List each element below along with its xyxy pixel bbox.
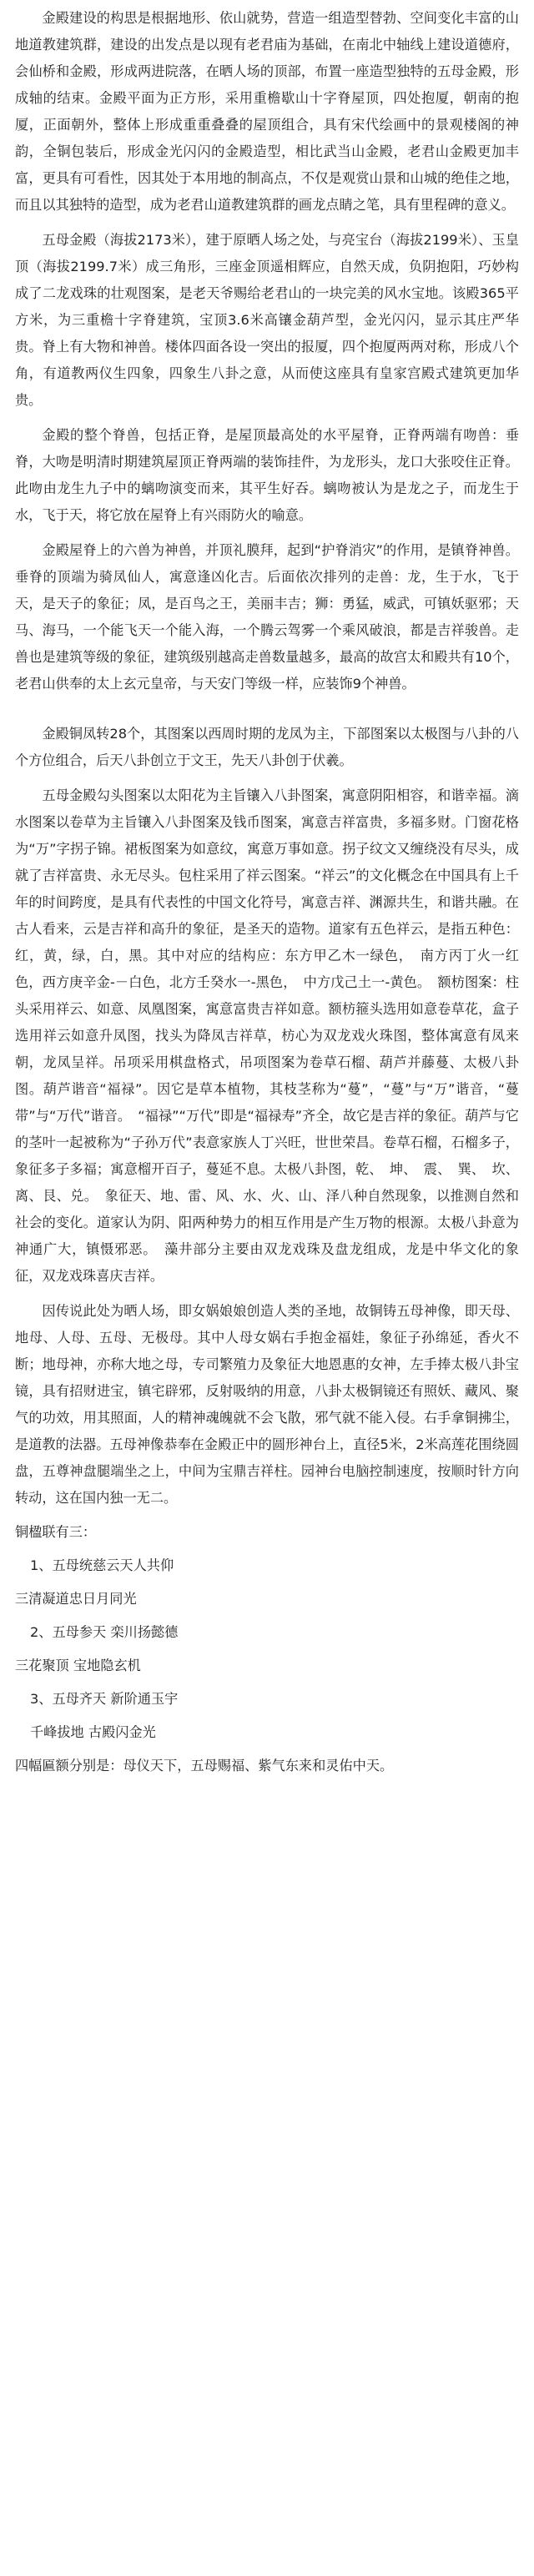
couplet-2-upper: 2、五母参天 栾川扬懿德 — [30, 1624, 179, 1640]
couplets-heading: 铜楹联有三： — [15, 1524, 97, 1540]
paragraph-statues: 因传说此处为晒人场，即女娲娘娘创造人类的圣地，故铜铸五母神像，即天母、地母、人母、五母、无极母。其中人母女娲右手抱金福娃，象征子孙绵延，香火不断；地母神，亦称大地之母，专司繁殖力及象征大地恩惠的女神，左手捧太极八卦宝镜，具有招财进宝，镇宅辟邪，反射吸纳的用意，八卦太极铜镜还有照妖、藏风、聚气的功效，用其照面，人的精神魂魄就不会飞散，邪气就不能入侵。右手拿铜拂尘，是道教的法器。五母神像恭奉在金殿正中的圆形神台上，直径5米，2米高莲花围绕圆盘，五尊神盘腿端坐之上，中间为宝鼎吉祥柱。园神台电脑控制速度，按顺时针方向转动，这在国内独一无二。 — [15, 1303, 519, 1506]
couplet-1-upper: 1、五母统慈云天人共仰 — [30, 1557, 174, 1573]
couplets-section — [15, 1520, 519, 1779]
paragraph-bronze-phoenix: 金殿铜凤转28个，其图案以西周时期的龙凤为主，下部图案以太极图与八卦的八个方位组合，后天八卦创立于文王，先天八卦创于伏羲。 — [15, 726, 519, 768]
paragraph-guardian-beasts: 金殿屋脊上的六兽为神兽，并顶礼膜拜，起到“护脊消灾”的作用，是镇脊神兽。垂脊的顶端为骑凤仙人，寓意逢凶化吉。后面依次排列的走兽：龙，生于水，飞于天，是天子的象征；凤，是百鸟之王，美丽丰吉；狮：勇猛，威武，可镇妖驱邪；天马、海马，一个能飞天一个能入海，一个腾云驾雾一个乘风破浪，都是吉祥骏兽。走兽也是建筑等级的象征，建筑级别越高走兽数量越多，最高的故宫太和殿共有10个，老君山供奉的太上玄元皇帝，与天安门等级一样，应装饰9个神兽。 — [15, 542, 519, 692]
paragraph-location: 五母金殿（海拔2173米），建于原晒人场之处，与亮宝台（海拔2199米）、玉皇顶（海拔2199.7米）成三角形，三座金顶遥相辉应，自然天成，负阴抱阳，巧妙构成了二龙戏珠的壮观图案，是老天爷赐给老君山的一块完美的风水宝地。该殿365平方米，为三重檐十字脊建筑，宝顶3.6米高镶金葫芦型，金光闪闪，显示其庄严华贵。脊上有大物和神兽。楼体四面各设一突出的报厦，四个抱厦两两对称，形成八个角，有道教两仪生四象，四象生八卦之意，从而使这座具有皇家宫殿式建筑更加华贵。 — [15, 232, 519, 408]
plaques-text: 四幅匾额分别是：母仪天下，五母赐福、紫气东来和灵佑中天。 — [15, 1758, 394, 1774]
paragraph-ridge-beasts: 金殿的整个脊兽，包括正脊，是屋顶最高处的水平屋脊，正脊两端有吻兽：垂脊，大吻是明清时期建筑屋顶正脊两端的装饰挂件，为龙形头，龙口大张咬住正脊。此吻由龙生九子中的螭吻演变而来，其平生好吞。螭吻被认为是龙之子，而龙生于水，飞于天，将它放在屋脊上有兴雨防火的喻意。 — [15, 427, 519, 523]
couplet-3-lower: 千峰拔地 古殿闪金光 — [30, 1724, 156, 1740]
couplet-2-lower: 三花聚顶 宝地隐玄机 — [15, 1658, 141, 1673]
couplet-3-upper: 3、五母齐天 新阶通玉宇 — [30, 1691, 179, 1707]
couplet-1-lower: 三清凝道忠日月同光 — [15, 1591, 137, 1607]
paragraph-patterns: 五母金殿勾头图案以太阳花为主旨镶入八卦图案，寓意阴阳相容，和谐幸福。滴水图案以卷草为主旨镶入八卦图案及钱币图案，寓意吉祥富贵，多福多财。门窗花格为“万”字拐子锦。裙板图案为如意纹，寓意万事如意。拐子纹文又缠绕没有尽头，成就了吉祥富贵、永无尽头。包柱采用了祥云图案。“祥云”的文化概念在中国具有上千年的时间跨度，是具有代表性的中国文化符号，寓意吉祥、渊源共生，和谐共融。在古人看来，云是吉祥和高升的象征，是圣天的造物。道家有五色祥云，是指五种色：红，黄，绿，白，黑。其中对应的结构应：东方甲乙木一绿色， 南方丙丁火一红色，西方庚辛金-－白色，北方壬癸水一-黑色， 中方戊己土一-黄色。 额枋图案：柱头采用祥云、如意、凤凰图案，寓意富贵吉祥如意。额枋箍头选用如意卷草花，盒子选用祥云如意升凤图，找头为降凤吉祥草，枋心为双龙戏火珠图，整体寓意有凤来朝，龙凤呈祥。吊项采用棋盘格式，吊项图案为卷草石榴、葫芦并藤蔓、太极八卦图。葫芦谐音“福禄”。因它是草本植物，其枝茎称为“蔓”，“蔓”与“万”谐音，“蔓带”与“万代”谐音。 “福禄”“万代”即是“福禄寿”齐全，故它是吉祥的象征。葫芦与它的茎叶一起被称为“子孙万代”表意家族人丁兴旺，世世荣昌。卷草石榴，石榴多子，象征多子多福；寓意榴开百子，蔓延不息。太极八卦图，乾、 坤、 震、 巽、 坎、离、艮、兑。 象征天、地、雷、风、水、火、山、泽八种自然现象，以推测自然和社会的变化。道家认为阴、阳两种势力的相互作用是产生万物的根源。太极八卦意为神通广大，镇慑邪恶。 藻井部分主要由双龙戏珠及盘龙组成，龙是中华文化的象征，双龙戏珠喜庆吉祥。 — [15, 787, 519, 1284]
paragraph-design-concept: 金殿建设的构思是根据地形、依山就势，营造一组造型替勃、空间变化丰富的山地道教建筑群，建设的出发点是以现有老君庙为基础，在南北中轴线上建设道德府，会仙桥和金殿，形成两进院落，在晒人场的顶部，布置一座造型独特的五母金殿，形成轴的结束。金殿平面为正方形，采用重檐歇山十字脊屋顶，四处抱厦，朝南的抱厦，正面朝外，整体上形成重重叠叠的屋顶组合，具有宋代绘画中的景观楼阁的神韵，全铜包装后，形成金光闪闪的金殿造型，相比武当山金殿，老君山金殿更加丰富，更具有可看性，因其处于本用地的制高点，不仅是观赏山景和山城的绝佳之地，而且以其独特的造型，成为老君山道教建筑群的画龙点睛之笔，具有里程碑的意义。 — [15, 10, 519, 213]
